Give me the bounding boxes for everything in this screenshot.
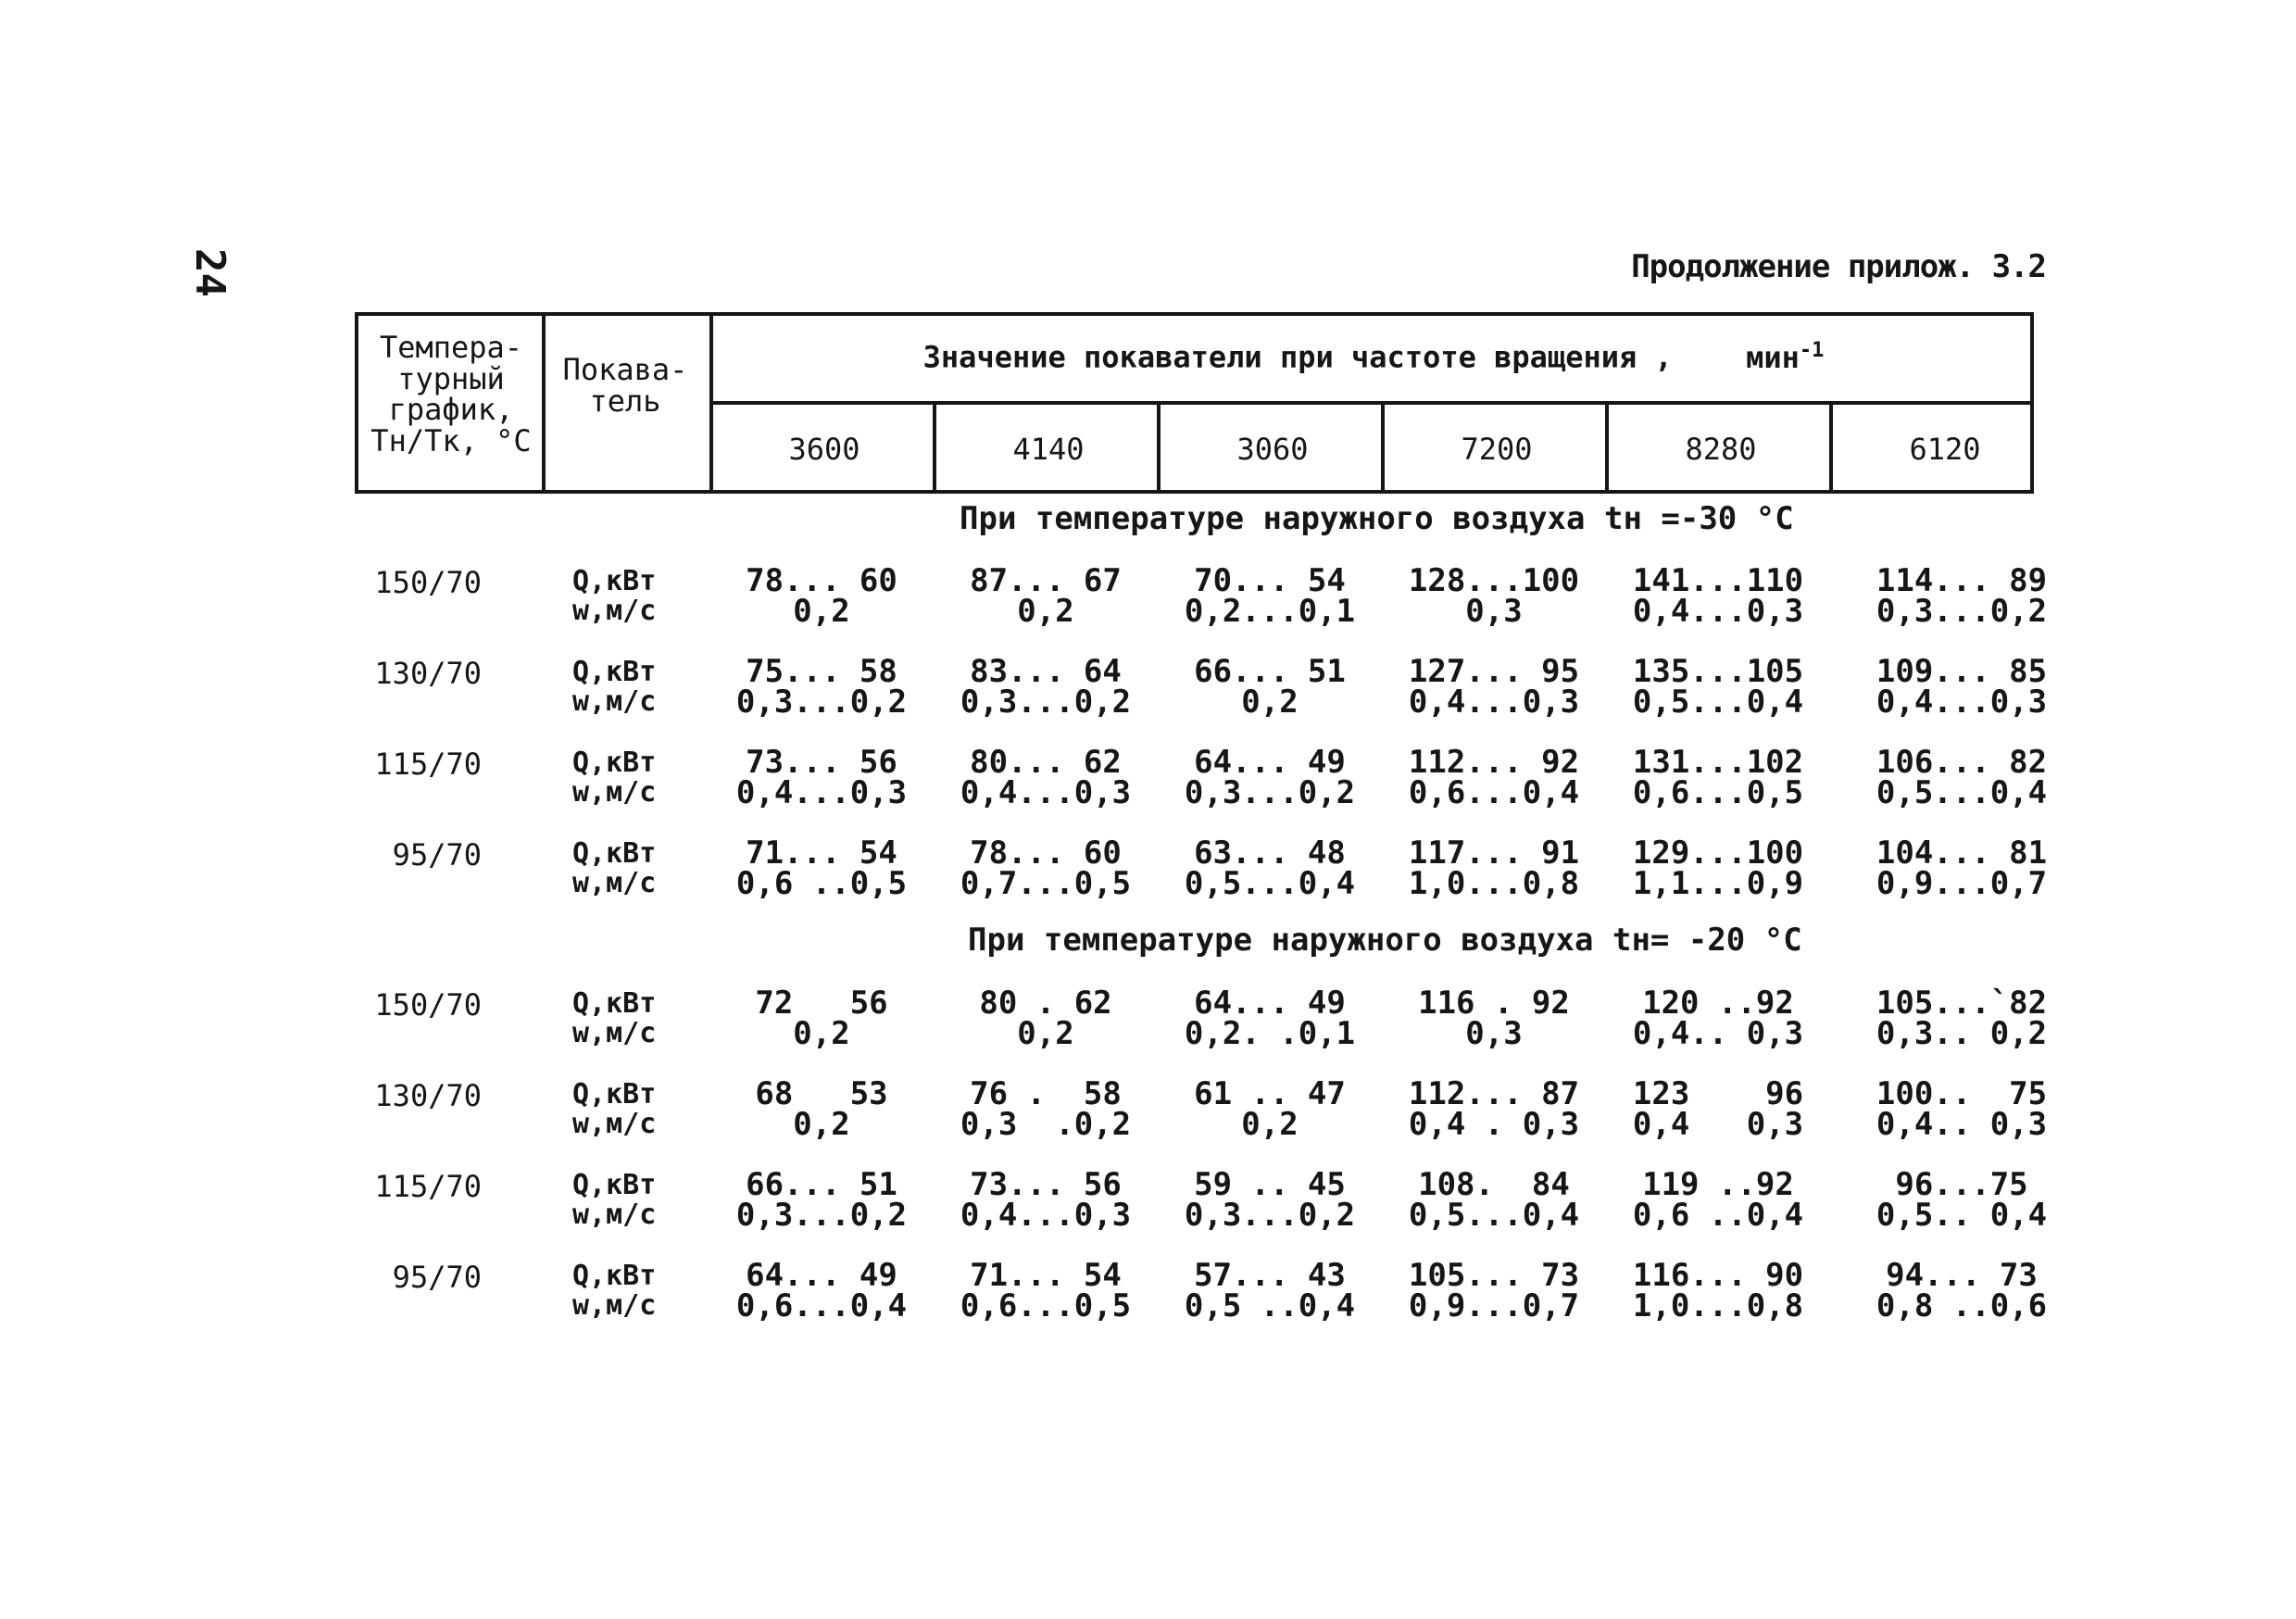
header-rpm: 4140 (1012, 432, 1085, 467)
cell-w-value: 0,4.. 0,3 (1632, 1015, 1804, 1052)
cell-w-value: 0,5...0,4 (1184, 865, 1356, 902)
cell-w-value: 0,5...0,4 (1408, 1197, 1580, 1234)
cell-q-value: 63... 48 (1194, 835, 1346, 872)
cell-w-value: 0,4 0,3 (1632, 1106, 1804, 1143)
cell-w-value: 0,9...0,7 (1408, 1287, 1580, 1324)
row-indicator-w: w,м/с (572, 776, 657, 809)
cell-q-value: 73... 56 (970, 1166, 1122, 1203)
span-unit: мин (1746, 339, 1800, 375)
cell-q-value: 64... 49 (1194, 744, 1346, 781)
row-indicator-q: Q,кВт (572, 747, 657, 779)
row-indicator-q: Q,кВт (572, 837, 657, 870)
span-unit-exp: -1 (1799, 339, 1825, 362)
row-indicator-w: w,м/с (572, 595, 657, 627)
cell-q-value: 128...100 (1408, 562, 1580, 599)
continuation-label: Продолжение прилож. 3.2 (1631, 248, 2046, 285)
row-temp-graph: 95/70 (392, 1260, 482, 1295)
cell-w-value: 0,6 ..0,4 (1632, 1197, 1804, 1234)
page-number: 24 (186, 248, 233, 297)
row-temp-graph: 115/70 (374, 1169, 482, 1204)
cell-q-value: 80... 62 (970, 744, 1122, 781)
cell-w-value: 0,3...0,2 (960, 684, 1132, 721)
cell-q-value: 114... 89 (1876, 562, 2048, 599)
cell-q-value: 141...110 (1632, 562, 1804, 599)
cell-q-value: 71... 54 (746, 835, 897, 872)
cell-q-value: 75... 58 (746, 653, 897, 690)
cell-w-value: 0,7...0,5 (960, 865, 1132, 902)
row-indicator-w: w,м/с (572, 1199, 657, 1231)
cell-q-value: 61 .. 47 (1194, 1075, 1346, 1112)
cell-w-value: 0,4...0,3 (960, 1197, 1132, 1234)
cell-q-value: 64... 49 (1194, 985, 1346, 1022)
cell-q-value: 112... 92 (1408, 744, 1580, 781)
cell-q-value: 70... 54 (1194, 562, 1346, 599)
cell-q-value: 106... 82 (1876, 744, 2048, 781)
cell-q-value: 129...100 (1632, 835, 1804, 872)
cell-w-value: 0,3.. 0,2 (1876, 1015, 2048, 1052)
cell-w-value: 0,3...0,2 (1184, 1197, 1356, 1234)
cell-q-value: 131...102 (1632, 744, 1804, 781)
table-header (355, 312, 2034, 494)
cell-w-value: 0,3...0,2 (735, 1197, 908, 1234)
cell-w-value: 0,3 (1465, 1015, 1523, 1052)
row-indicator-q: Q,кВт (572, 987, 657, 1020)
row-temp-graph: 150/70 (374, 565, 482, 600)
cell-q-value: 112... 87 (1408, 1075, 1580, 1112)
cell-q-value: 78... 60 (746, 562, 897, 599)
row-indicator-q: Q,кВт (572, 565, 657, 597)
cell-q-value: 100.. 75 (1876, 1075, 2048, 1112)
cell-w-value: 0,9...0,7 (1876, 865, 2048, 902)
cell-w-value: 0,5...0,4 (1876, 774, 2048, 811)
cell-q-value: 59 .. 45 (1194, 1166, 1346, 1203)
row-indicator-w: w,м/с (572, 867, 657, 899)
cell-q-value: 94... 73 (1886, 1257, 2038, 1294)
row-indicator-q: Q,кВт (572, 1169, 657, 1201)
cell-w-value: 0,2 (1241, 684, 1299, 721)
cell-w-value: 0,8 ..0,6 (1876, 1287, 2048, 1324)
cell-q-value: 87... 67 (970, 562, 1122, 599)
section-title: При температуре наружного воздуха tн =-30 °C (960, 500, 1794, 537)
cell-w-value: 1,0...0,8 (1408, 865, 1580, 902)
cell-w-value: 0,3...0,2 (1184, 774, 1356, 811)
cell-q-value: 73... 56 (746, 744, 897, 781)
cell-q-value: 120 ..92 (1642, 985, 1794, 1022)
cell-q-value: 64... 49 (746, 1257, 897, 1294)
cell-q-value: 105... 73 (1408, 1257, 1580, 1294)
cell-w-value: 0,5.. 0,4 (1876, 1197, 2048, 1234)
cell-w-value: 0,4...0,3 (1408, 684, 1580, 721)
cell-q-value: 76 . 58 (970, 1075, 1122, 1112)
header-temp-graph: Темпера-турный график, Тн/Тк, °С (370, 330, 532, 458)
cell-w-value: 0,4...0,3 (960, 774, 1132, 811)
cell-q-value: 66... 51 (1194, 653, 1346, 690)
cell-w-value: 0,4.. 0,3 (1876, 1106, 2048, 1143)
cell-w-value: 0,5 ..0,4 (1184, 1287, 1356, 1324)
row-temp-graph: 150/70 (374, 987, 482, 1023)
cell-q-value: 104... 81 (1876, 835, 2048, 872)
cell-q-value: 68 53 (755, 1075, 888, 1112)
cell-q-value: 66... 51 (746, 1166, 897, 1203)
cell-q-value: 72 56 (755, 985, 888, 1022)
cell-w-value: 0,4...0,3 (1632, 593, 1804, 630)
header-rpm: 3600 (788, 432, 860, 467)
row-temp-graph: 130/70 (374, 1078, 482, 1113)
header-rpm: 3060 (1236, 432, 1309, 467)
row-temp-graph: 95/70 (392, 837, 482, 872)
span-title-text: Значение покаватели при частоте вращения , (922, 339, 1673, 375)
cell-w-value: 0,2 (793, 1106, 850, 1143)
header-rpm: 6120 (1909, 432, 1981, 467)
cell-q-value: 116... 90 (1632, 1257, 1804, 1294)
cell-w-value: 0,2 (793, 593, 850, 630)
cell-q-value: 135...105 (1632, 653, 1804, 690)
header-span-title (716, 340, 2031, 373)
cell-q-value: 83... 64 (970, 653, 1122, 690)
cell-w-value: 0,4...0,3 (735, 774, 908, 811)
cell-w-value: 0,6...0,4 (1408, 774, 1580, 811)
cell-q-value: 108. 84 (1418, 1166, 1570, 1203)
cell-q-value: 57... 43 (1194, 1257, 1346, 1294)
row-temp-graph: 130/70 (374, 656, 482, 691)
cell-w-value: 0,6 ..0,5 (735, 865, 908, 902)
header-rpm: 7200 (1461, 432, 1533, 467)
row-indicator-q: Q,кВт (572, 1260, 657, 1292)
cell-q-value: 78... 60 (970, 835, 1122, 872)
row-temp-graph: 115/70 (374, 747, 482, 782)
header-rpm: 8280 (1685, 432, 1757, 467)
row-indicator-w: w,м/с (572, 1108, 657, 1140)
cell-q-value: 116 . 92 (1418, 985, 1570, 1022)
cell-w-value: 0,2...0,1 (1184, 593, 1356, 630)
cell-q-value: 117... 91 (1408, 835, 1580, 872)
cell-q-value: 96...75 (1895, 1166, 2028, 1203)
cell-w-value: 0,2 (1017, 1015, 1074, 1052)
cell-w-value: 0,3...0,2 (1876, 593, 2048, 630)
cell-w-value: 0,2. .0,1 (1184, 1015, 1356, 1052)
cell-w-value: 0,3...0,2 (735, 684, 908, 721)
cell-q-value: 105...`82 (1876, 985, 2048, 1022)
cell-w-value: 1,0...0,8 (1632, 1287, 1804, 1324)
cell-w-value: 0,3 (1465, 593, 1523, 630)
cell-w-value: 0,2 (793, 1015, 850, 1052)
row-indicator-q: Q,кВт (572, 1078, 657, 1111)
cell-q-value: 119 ..92 (1642, 1166, 1794, 1203)
row-indicator-w: w,м/с (572, 1017, 657, 1049)
cell-w-value: 0,6...0,4 (735, 1287, 908, 1324)
header-indicator: Покава-тель (562, 352, 688, 419)
cell-w-value: 0,2 (1017, 593, 1074, 630)
row-indicator-w: w,м/с (572, 1289, 657, 1322)
row-indicator-w: w,м/с (572, 685, 657, 718)
cell-w-value: 0,2 (1241, 1106, 1299, 1143)
cell-w-value: 0,6...0,5 (1632, 774, 1804, 811)
cell-w-value: 0,4...0,3 (1876, 684, 2048, 721)
cell-q-value: 123 96 (1632, 1075, 1804, 1112)
cell-q-value: 80 . 62 (979, 985, 1112, 1022)
row-indicator-q: Q,кВт (572, 656, 657, 688)
cell-q-value: 127... 95 (1408, 653, 1580, 690)
cell-w-value: 0,5...0,4 (1632, 684, 1804, 721)
cell-q-value: 109... 85 (1876, 653, 2048, 690)
cell-w-value: 0,4 . 0,3 (1408, 1106, 1580, 1143)
cell-w-value: 0,6...0,5 (960, 1287, 1132, 1324)
cell-q-value: 71... 54 (970, 1257, 1122, 1294)
cell-w-value: 1,1...0,9 (1632, 865, 1804, 902)
cell-w-value: 0,3 .0,2 (960, 1106, 1132, 1143)
section-title: При температуре наружного воздуха tн= -20 °С (968, 922, 1802, 959)
